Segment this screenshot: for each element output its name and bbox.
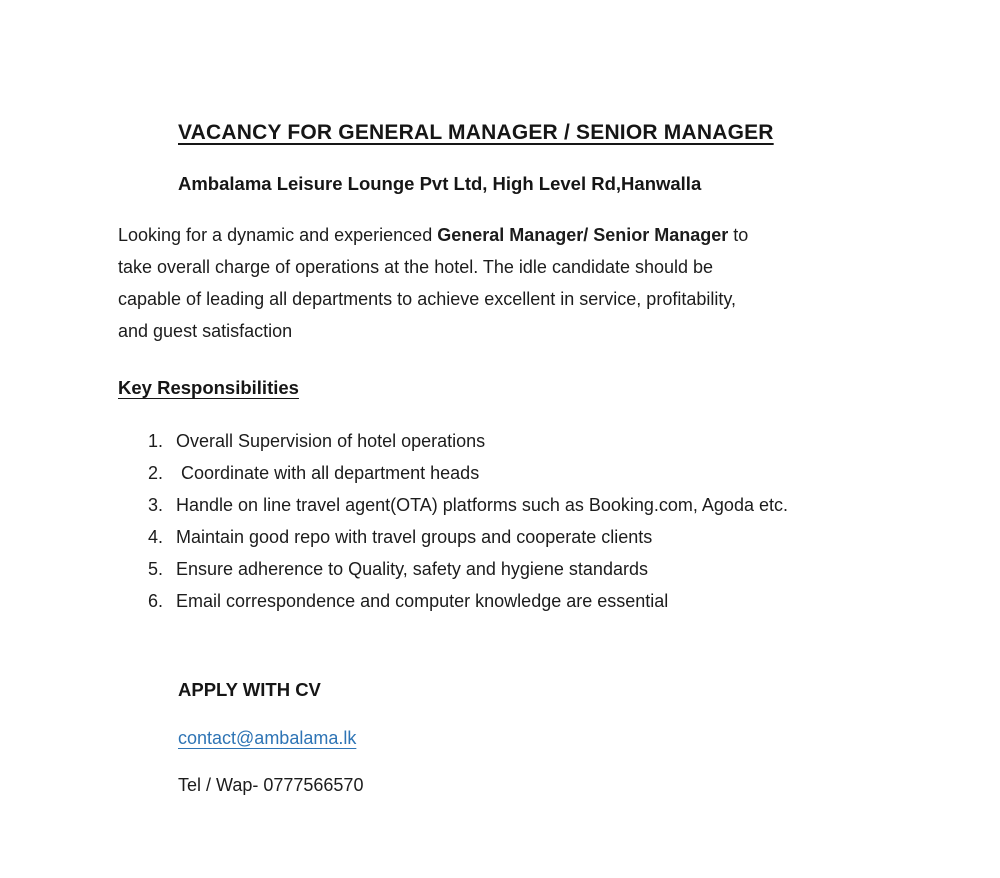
list-item-text: Handle on line travel agent(OTA) platforms such as Booking.com, Agoda etc. <box>176 495 788 515</box>
list-item-text: Email correspondence and computer knowledge are essential <box>176 591 669 611</box>
intro-paragraph <box>118 219 890 347</box>
apply-with-cv-heading: APPLY WITH CV <box>178 679 321 700</box>
list-item-text: Overall Supervision of hotel operations <box>176 431 486 451</box>
intro-line-2: take overall charge of operations at the hotel. The idle candidate should be <box>118 257 714 277</box>
list-item-number: 4. <box>148 527 164 547</box>
company-address-line: Ambalama Leisure Lounge Pvt Ltd, High Level Rd,Hanwalla <box>178 173 702 194</box>
list-item-text: Ensure adherence to Quality, safety and hygiene standards <box>176 559 648 579</box>
intro-line1-bold: General Manager/ Senior Manager <box>437 225 729 245</box>
intro-line1-post: to <box>728 225 749 245</box>
list-item <box>148 425 890 457</box>
list-item-number: 5. <box>148 559 164 579</box>
email-row <box>178 728 890 749</box>
list-item-number: 3. <box>148 495 164 515</box>
list-item <box>148 457 890 489</box>
list-item-number: 1. <box>148 431 164 451</box>
intro-line-1 <box>118 219 890 251</box>
intro-line-4: and guest satisfaction <box>118 321 293 341</box>
contact-email-link[interactable]: contact@ambalama.lk <box>178 728 357 748</box>
list-item-number: 6. <box>148 591 164 611</box>
list-item <box>148 585 890 617</box>
list-item-text: Coordinate with all department heads <box>176 463 480 483</box>
phone-line: Tel / Wap- 0777566570 <box>178 775 364 795</box>
intro-line-3: capable of leading all departments to achieve excellent in service, profitability, <box>118 289 737 309</box>
list-item <box>148 521 890 553</box>
list-item-text: Maintain good repo with travel groups and cooperate clients <box>176 527 653 547</box>
responsibilities-list <box>148 425 890 617</box>
page-title: VACANCY FOR GENERAL MANAGER / SENIOR MANAGER <box>178 121 774 144</box>
list-item-number: 2. <box>148 463 164 483</box>
list-item <box>148 489 890 521</box>
list-item <box>148 553 890 585</box>
key-responsibilities-heading: Key Responsibilities <box>118 377 299 398</box>
intro-line1-pre: Looking for a dynamic and experienced <box>118 225 438 245</box>
